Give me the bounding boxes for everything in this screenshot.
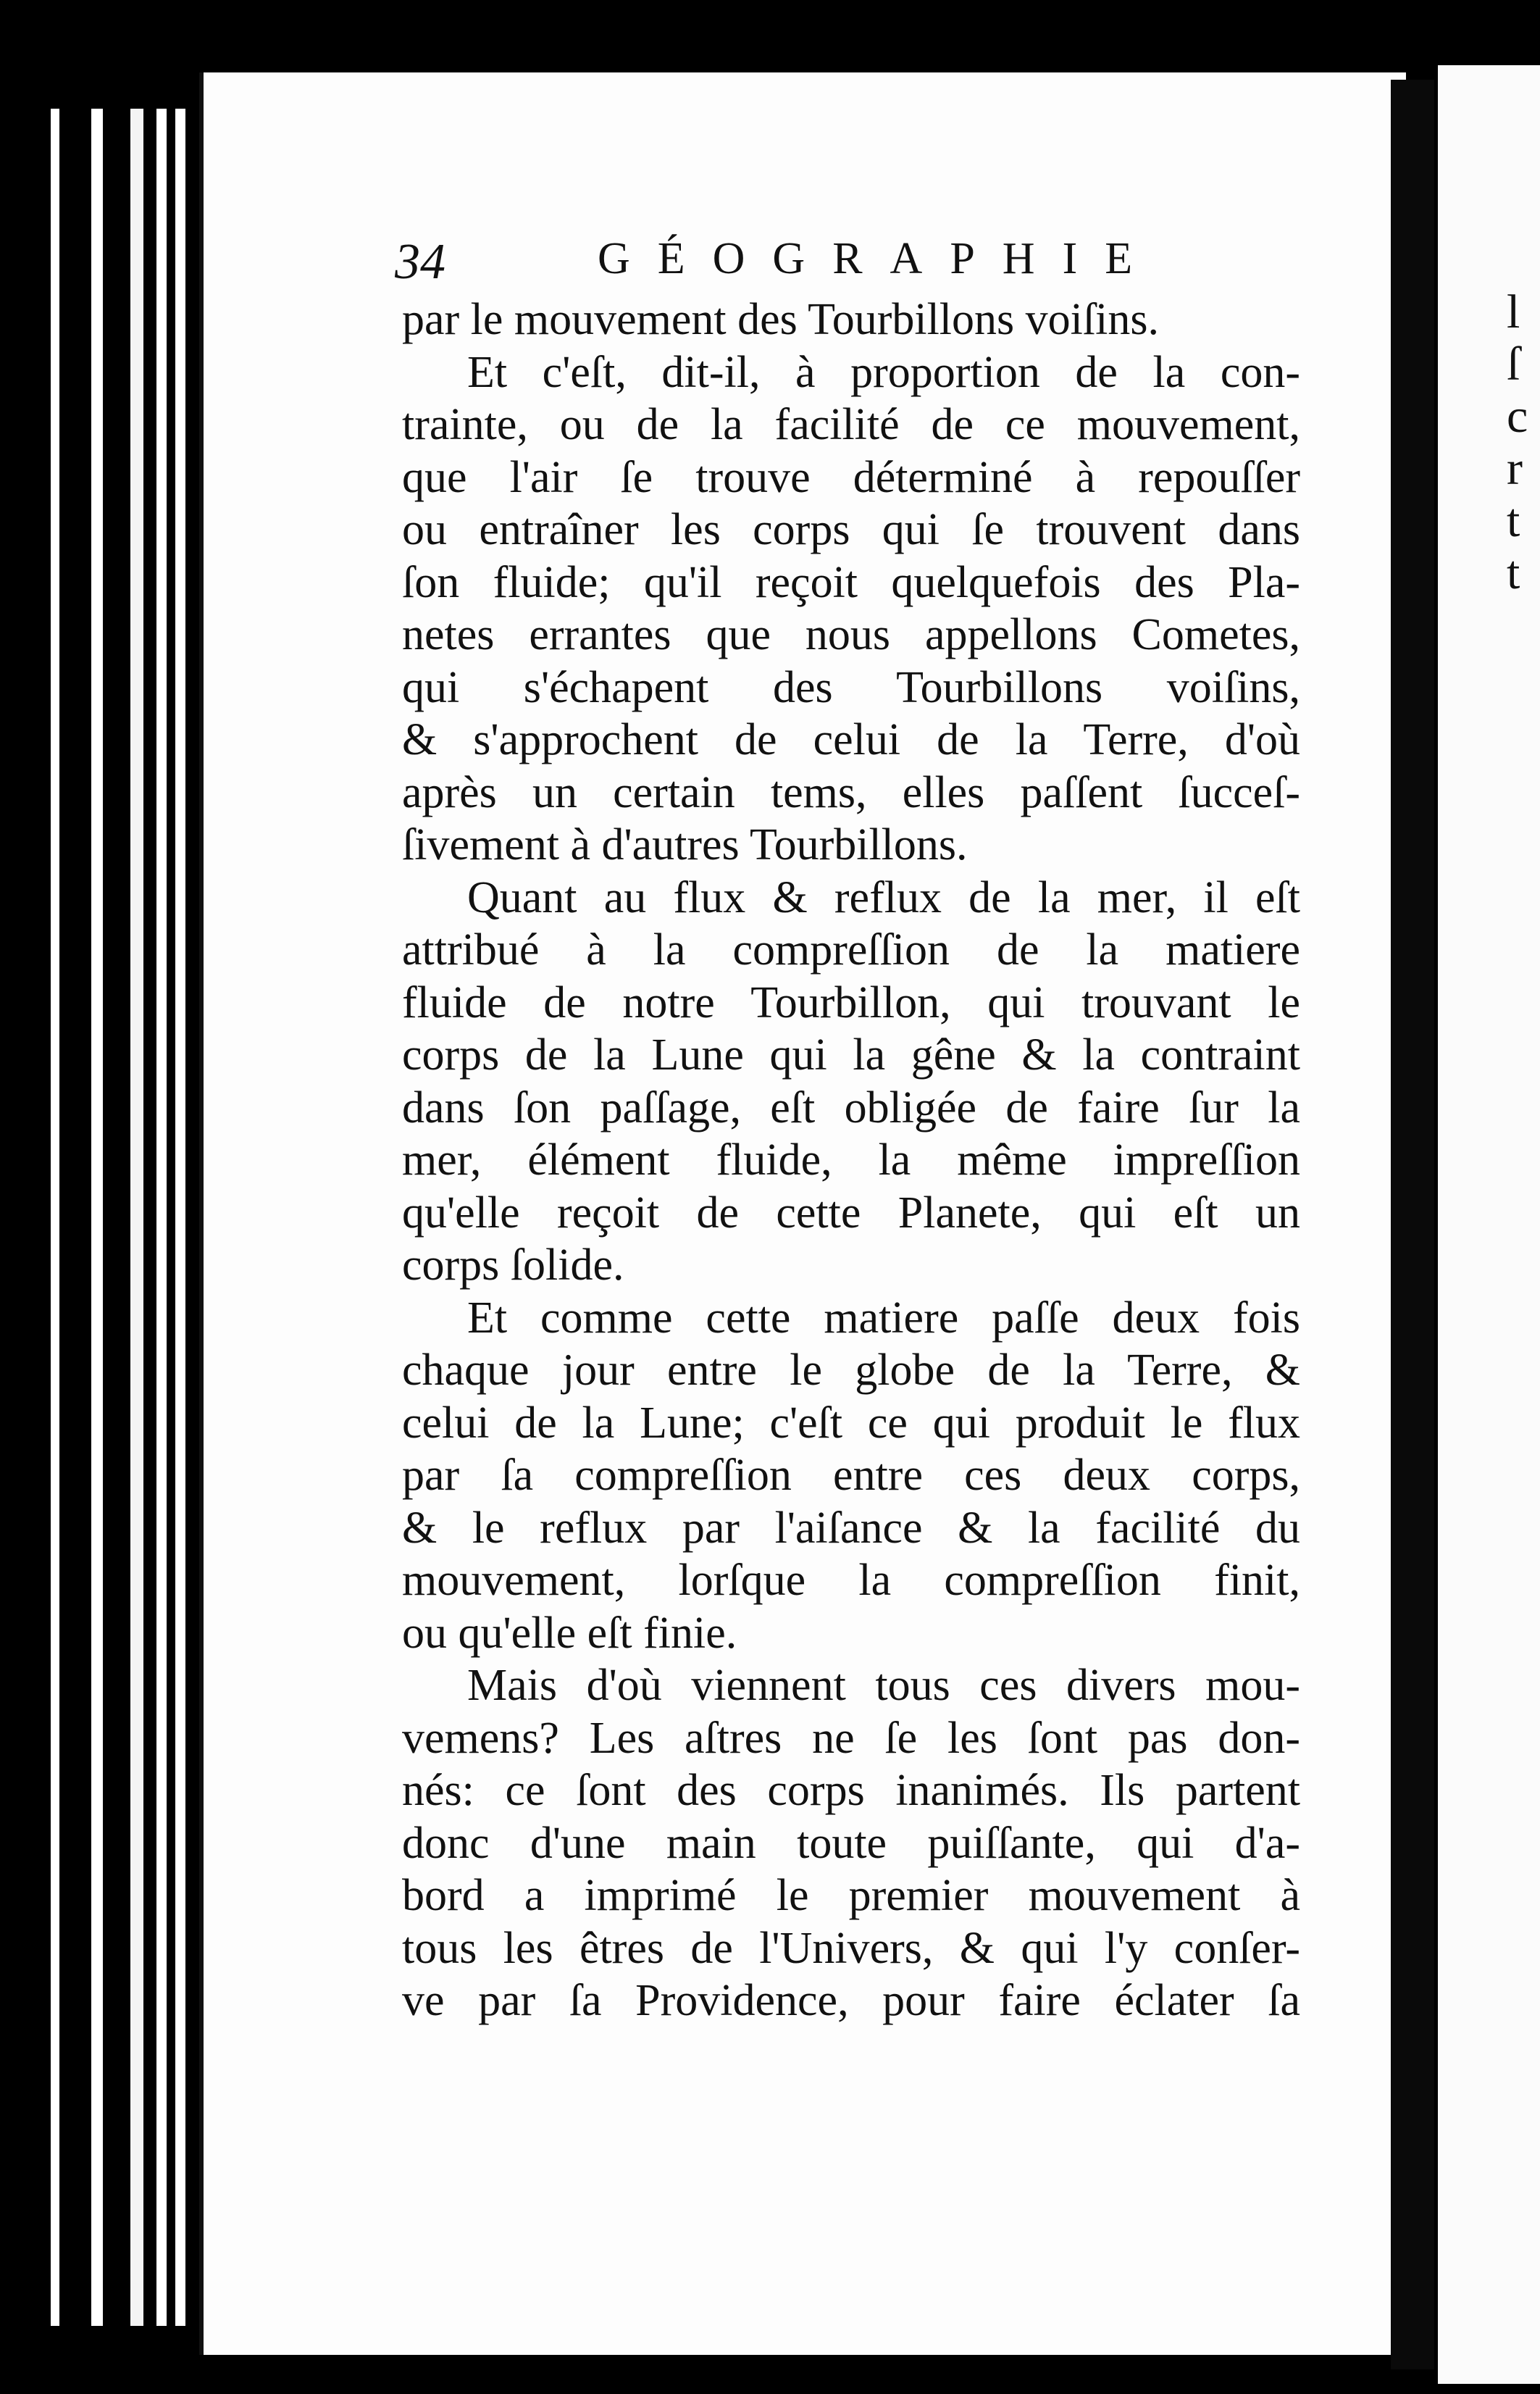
text-line: mer, élément fluide, la même impreſſion	[402, 1135, 1300, 1185]
text-line: ou entraîner les corps qui ſe trouvent dans	[402, 505, 1300, 554]
text-line: attribué à la compreſſion de la matiere	[402, 925, 1300, 975]
facing-page-fragment: c	[1507, 390, 1528, 443]
text-line: bord a imprimé le premier mouvement à	[402, 1871, 1300, 1920]
text-line: Mais d'où viennent tous ces divers mou-	[467, 1661, 1300, 1710]
text-line: Et comme cette matiere paſſe deux fois	[467, 1293, 1300, 1343]
text-line: & s'approchent de celui de la Terre, d'où	[402, 715, 1300, 764]
running-head	[395, 233, 1525, 291]
facing-page-fragment: t	[1507, 494, 1520, 547]
text-line: corps ſolide.	[402, 1240, 624, 1290]
text-line: nés: ce ſont des corps inanimés. Ils partent	[402, 1766, 1300, 1815]
text-line: vemens? Les aſtres ne ſe les ſont pas don-	[402, 1713, 1300, 1763]
text-line: ve par ſa Providence, pour faire éclater ſa	[402, 1976, 1300, 2025]
text-line: après un certain tems, elles paſſent ſucceſ-	[402, 767, 1300, 817]
text-line: que l'air ſe trouve déterminé à repouſſer	[402, 452, 1300, 502]
facing-page-fragment: l	[1507, 285, 1520, 338]
facing-page-fragment: r	[1507, 442, 1523, 495]
text-line: tous les êtres de l'Univers, & qui l'y conſer-	[402, 1923, 1300, 1973]
text-line: Quant au flux & reflux de la mer, il eſt	[467, 872, 1300, 922]
text-line: celui de la Lune; c'eſt ce qui produit le flux	[402, 1398, 1300, 1448]
page-number: 34	[395, 234, 445, 290]
facing-page-fragment: t	[1507, 546, 1520, 599]
text-line: fluide de notre Tourbillon, qui trouvant le	[402, 977, 1300, 1027]
text-line: ou qu'elle eſt finie.	[402, 1608, 737, 1658]
text-line: & le reflux par l'aiſance & la facilité du	[402, 1503, 1300, 1553]
text-line: chaque jour entre le globe de la Terre, &	[402, 1346, 1300, 1395]
text-line: mouvement, lorſque la compreſſion finit,	[402, 1556, 1300, 1605]
text-line: netes errantes que nous appellons Cometes,	[402, 610, 1300, 659]
text-line: par le mouvement des Tourbillons voiſins.	[402, 295, 1159, 344]
facing-page-fragment: ſ	[1507, 338, 1520, 391]
text-line: qu'elle reçoit de cette Planete, qui eſt un	[402, 1188, 1300, 1238]
text-line: donc d'une main toute puiſſante, qui d'a-	[402, 1818, 1300, 1868]
text-line: dans ſon paſſage, eſt obligée de faire ſur la	[402, 1083, 1300, 1133]
facing-page-text-fragments	[1507, 286, 1540, 599]
section-title: GÉOGRAPHIE	[598, 234, 1160, 283]
text-line: par ſa compreſſion entre ces deux corps,	[402, 1451, 1300, 1500]
text-line: trainte, ou de la facilité de ce mouvement,	[402, 400, 1300, 449]
body-text	[402, 293, 1300, 2027]
text-line: qui s'échapent des Tourbillons voiſins,	[402, 662, 1300, 712]
book-page-edges	[22, 109, 203, 2326]
text-line: ſivement à d'autres Tourbillons.	[402, 820, 968, 869]
gutter-shadow	[1391, 80, 1434, 2369]
text-line: corps de la Lune qui la gêne & la contraint	[402, 1030, 1300, 1080]
text-line: Et c'eſt, dit-il, à proportion de la con-	[467, 347, 1300, 397]
text-line: ſon fluide; qu'il reçoit quelquefois des Pla-	[402, 557, 1300, 607]
